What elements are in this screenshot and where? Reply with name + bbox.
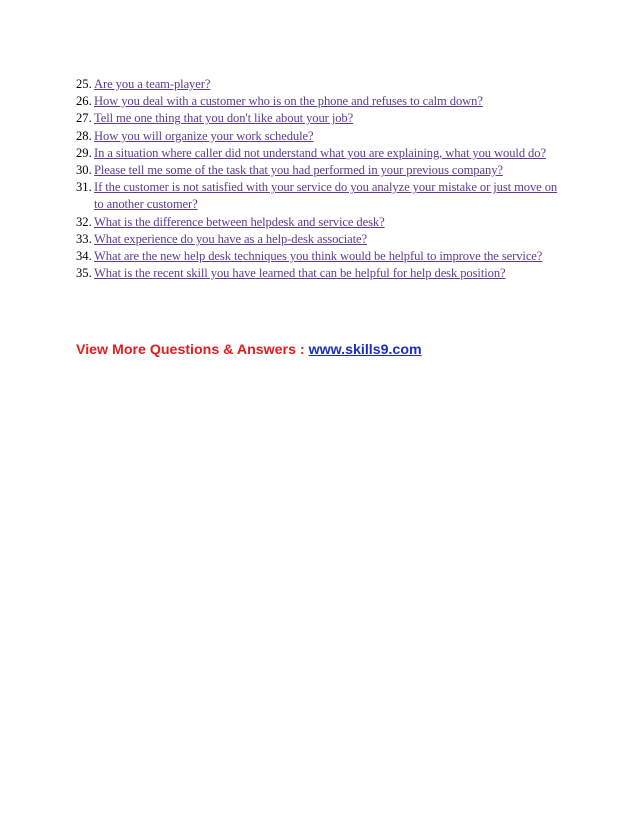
question-item-28 (76, 128, 562, 145)
question-link[interactable]: What is the recent skill you have learned that can be helpful for help desk position? (94, 266, 506, 281)
view-more-line (76, 342, 422, 358)
view-more-label: View More Questions & Answers : (76, 342, 309, 358)
question-number: 28. (76, 128, 92, 143)
question-item-35 (76, 265, 562, 282)
question-link[interactable]: What are the new help desk techniques you think would be helpful to improve the service? (94, 249, 543, 264)
question-link[interactable]: Please tell me some of the task that you had performed in your previous company? (94, 163, 503, 178)
question-item-27 (76, 110, 562, 127)
question-item-34 (76, 248, 562, 265)
question-link[interactable]: What experience do you have as a help-desk associate? (94, 231, 368, 246)
question-item-32 (76, 214, 562, 231)
question-link[interactable]: In a situation where caller did not understand what you are explaining, what you would do? (94, 145, 546, 160)
question-number: 30. (76, 163, 92, 178)
question-link[interactable]: What is the difference between helpdesk and service desk? (94, 214, 385, 229)
question-number: 25. (76, 77, 92, 91)
question-item-29 (76, 145, 562, 162)
question-item-30 (76, 162, 562, 179)
question-list (76, 76, 562, 282)
question-number: 31. (76, 180, 92, 195)
question-item-31 (76, 179, 562, 213)
question-item-33 (76, 231, 562, 248)
question-link[interactable]: Are you a team-player? (94, 77, 211, 91)
question-number: 32. (76, 214, 92, 229)
question-item-25 (76, 76, 562, 93)
question-number: 27. (76, 111, 92, 126)
question-number: 33. (76, 231, 92, 246)
question-link[interactable]: How you deal with a customer who is on the phone and refuses to calm down? (94, 94, 483, 109)
question-number: 26. (76, 94, 92, 109)
question-link[interactable]: How you will organize your work schedule? (94, 128, 314, 143)
question-number: 29. (76, 145, 92, 160)
question-link[interactable]: If the customer is not satisfied with your service do you analyze your mistake or just move on to another customer? (94, 180, 558, 212)
question-link[interactable]: Tell me one thing that you don't like about your job? (94, 111, 354, 126)
skills9-link[interactable]: www.skills9.com (308, 342, 422, 358)
question-number: 34. (76, 249, 92, 264)
question-number: 35. (76, 266, 92, 281)
question-item-26 (76, 93, 562, 110)
